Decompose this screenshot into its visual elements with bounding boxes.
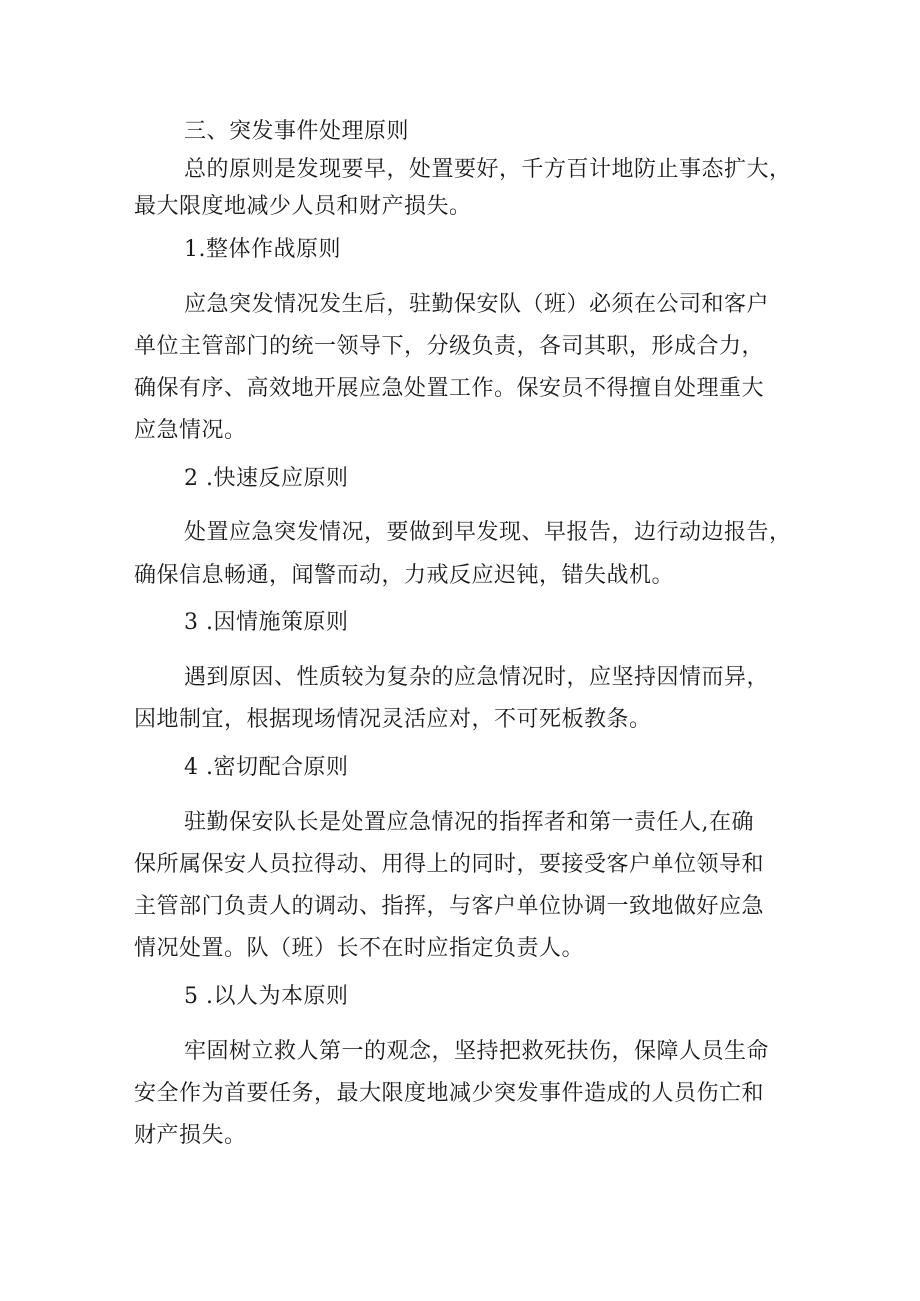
principle-2-line-2: 确保信息畅通，闻警而动，力戒反应迟钝，错失战机。 xyxy=(134,563,675,588)
principle-4-line-4: 情况处置。队（班）长不在时应指定负责人。 xyxy=(134,936,585,961)
intro-line-2: 最大限度地减少人员和财产损失。 xyxy=(134,194,472,219)
principle-5-line-2: 安全作为首要任务，最大限度地减少突发事件造成的人员伤亡和 xyxy=(134,1081,765,1106)
principle-1-line-3: 确保有序、高效地开展应急处置工作。保安员不得擅自处理重大 xyxy=(134,376,765,401)
principle-2-line-1: 处置应急突发情况，要做到早发现、早报告，边行动边报告， xyxy=(184,520,792,545)
section-heading: 三、突发事件处理原则 xyxy=(184,119,410,144)
principle-5-line-3: 财产损失。 xyxy=(134,1123,247,1148)
principle-4-line-1: 驻勤保安队长是处置应急情况的指挥者和第一责任人,在确 xyxy=(184,810,754,835)
principle-3-heading: 3 .因情施策原则 xyxy=(184,610,349,635)
principle-1-line-4: 应急情况。 xyxy=(134,418,247,443)
principle-1-line-2: 单位主管部门的统一领导下，分级负责，各司其职，形成合力， xyxy=(134,334,765,359)
principle-3-line-1: 遇到原因、性质较为复杂的应急情况时，应坚持因情而异， xyxy=(184,665,770,690)
principle-2-heading: 2 .快速反应原则 xyxy=(184,466,349,491)
principle-5-heading: 5 .以人为本原则 xyxy=(184,984,349,1009)
intro-line-1: 总的原则是发现要早，处置要好，千方百计地防止事态扩大， xyxy=(184,157,792,182)
principle-1-line-1: 应急突发情况发生后，驻勤保安队（班）必须在公司和客户 xyxy=(184,292,770,317)
principle-5-line-1: 牢固树立救人第一的观念，坚持把救死扶伤，保障人员生命 xyxy=(184,1039,770,1064)
principle-1-heading: 1.整体作战原则 xyxy=(184,237,341,262)
principle-4-line-3: 主管部门负责人的调动、指挥，与客户单位协调一致地做好应急 xyxy=(134,894,765,919)
principle-3-line-2: 因地制宜，根据现场情况灵活应对，不可死板教条。 xyxy=(134,707,652,732)
principle-4-heading: 4 .密切配合原则 xyxy=(184,755,349,780)
principle-4-line-2: 保所属保安人员拉得动、用得上的同时，要接受客户单位领导和 xyxy=(134,852,765,877)
